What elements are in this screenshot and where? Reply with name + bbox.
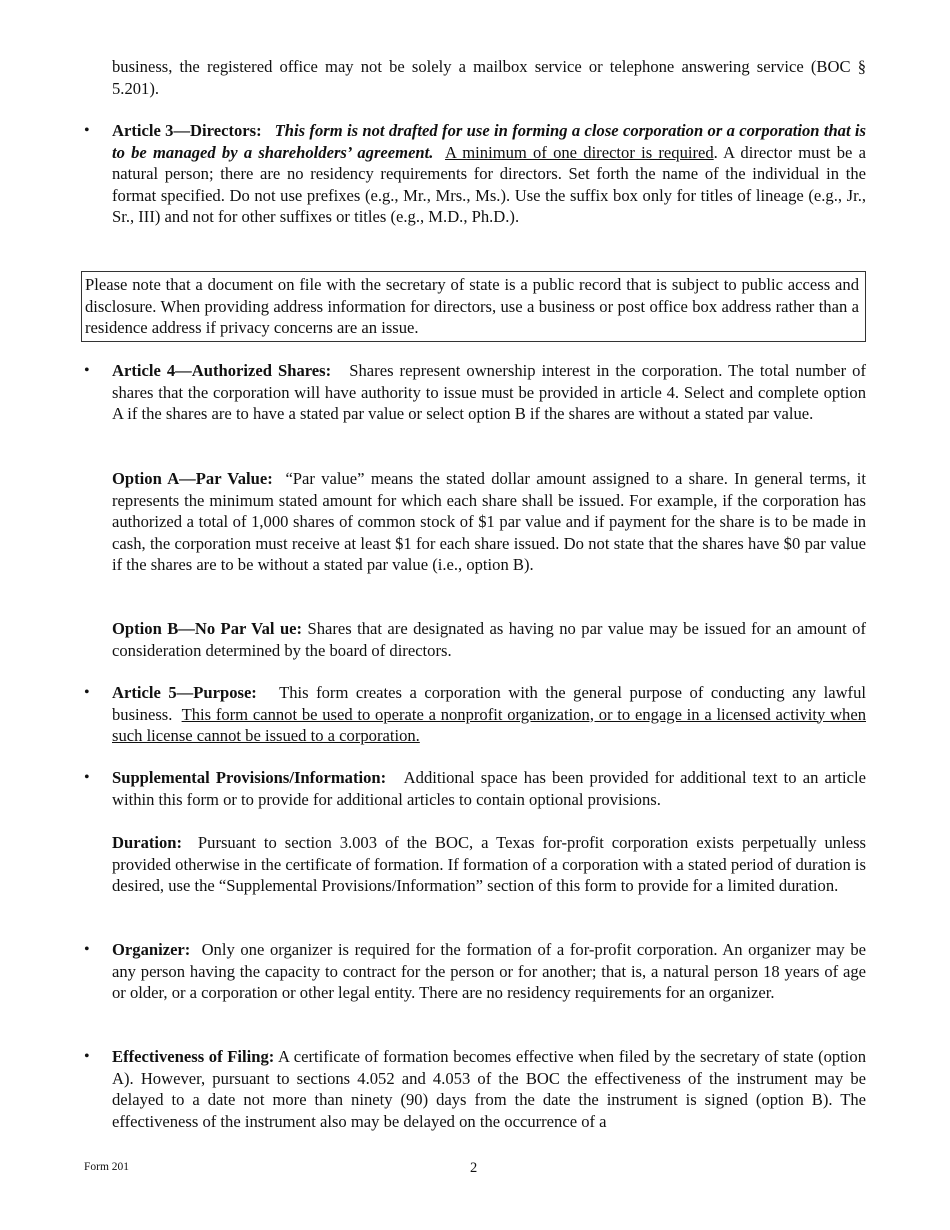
footer-page-number: 2 <box>470 1160 478 1176</box>
bullet-organizer: • <box>84 941 90 958</box>
article-3-body: . A director must be a natural person; there are no residency requirements for directors. Set forth the name of the individual in the format specified. Do not use prefixes (e.g., Mr., Mrs., Ms.). Use the suffix box only for titles of lineage (e.g., Jr., Sr., III) and not for other suffixes or titles (e.g., M.D., Ph.D.). <box>112 142 866 226</box>
supplemental-paragraph <box>112 767 866 810</box>
article-5-body: This form creates a corporation with the general purpose of conducting any lawful business. <box>112 683 866 724</box>
bullet-effectiveness: • <box>84 1048 90 1065</box>
article-4-body: Shares represent ownership interest in the corporation. The total number of shares that the corporation will have authority to issue must be provided in article 4. Select and complete option A if the shares are to have a stated par value or select option B if the shares are without a stated par value. <box>112 361 866 423</box>
option-a-paragraph <box>112 468 866 576</box>
duration-body: Pursuant to section 3.003 of the BOC, a Texas for-profit corporation exists perpetually unless provided otherwise in the certificate of formation. If formation of a corporation with a stated period of duration is desired, use the “Supplemental Provisions/Information” section of this form to provide for a limited duration. <box>112 833 866 895</box>
article-5-underlined: This form cannot be used to operate a nonprofit organization, or to engage in a licensed activity when such license cannot be issued to a corporation. <box>112 704 867 745</box>
article-4-paragraph <box>112 360 866 425</box>
intro-text: business, the registered office may not be solely a mailbox service or telephone answering service (BOC § 5.201). <box>112 57 866 98</box>
article-5-heading: Article 5—Purpose: <box>112 683 257 702</box>
bullet-article-3: • <box>84 122 90 139</box>
privacy-note-text: Please note that a document on file with the secretary of state is a public record that is subject to public access and disclosure. When providing address information for directors, use a business or post office box address rather than a residence address if privacy concerns are an issue. <box>85 275 859 337</box>
effectiveness-body: A certificate of formation becomes effective when filed by the secretary of state (option A). However, pursuant to sections 4.052 and 4.053 of the BOC the effectiveness of the instrument may be delayed to a date not more than ninety (90) days from the date the instrument is signed (option B). The effectiveness of the instrument also may be delayed on the occurrence of a <box>112 1047 867 1131</box>
option-a-body: “Par value” means the stated dollar amount assigned to a share. In general terms, it represents the minimum stated amount for which each share shall be issued. For example, if the corporation has authorized a total of 1,000 shares of common stock of $1 par value and if payment for the share is to be made in cash, the corporation must receive at least $1 for each share issued. Do not state that the shares have $0 par value if the shares are to be without a stated par value (i.e., option B). <box>112 469 867 574</box>
intro-paragraph <box>112 56 866 99</box>
privacy-note-box <box>81 271 866 342</box>
supplemental-body: Additional space has been provided for additional text to an article within this form or to provide for additional articles to contain optional provisions. <box>112 768 867 809</box>
organizer-paragraph <box>112 939 866 1004</box>
article-3-heading: Article 3—Directors: <box>112 121 262 140</box>
option-b-heading: Option B—No Par Val ue: <box>112 619 303 638</box>
article-3-emphasis: This form is not drafted for use in forming a close corporation or a corporation that is to be managed by a shareholders’ agreement. <box>112 121 866 162</box>
bullet-supplemental: • <box>84 769 90 786</box>
organizer-heading: Organizer: <box>112 940 191 959</box>
article-4-heading: Article 4—Authorized Shares: <box>112 361 332 380</box>
article-3-paragraph <box>112 120 866 228</box>
option-b-paragraph <box>112 618 866 661</box>
option-a-heading: Option A—Par Value: <box>112 469 273 488</box>
effectiveness-paragraph <box>112 1046 866 1132</box>
duration-paragraph <box>112 832 866 897</box>
bullet-article-5: • <box>84 684 90 701</box>
organizer-body: Only one organizer is required for the formation of a for-profit corporation. An organizer may be any person having the capacity to contract for the person or for another; that is, a natural person 18 years of age or older, or a corporation or other legal entity. There are no residency requirements for an organizer. <box>112 940 866 1002</box>
effectiveness-heading: Effectiveness of Filing: <box>112 1047 275 1066</box>
article-5-paragraph <box>112 682 866 747</box>
article-3-underlined: A minimum of one director is required <box>444 142 714 162</box>
footer-form-label: Form 201 <box>84 1161 130 1173</box>
duration-heading: Duration: <box>112 833 183 852</box>
supplemental-heading: Supplemental Provisions/Information: <box>112 768 387 787</box>
bullet-article-4: • <box>84 362 90 379</box>
option-b-body: Shares that are designated as having no par value may be issued for an amount of consideration determined by the board of directors. <box>112 619 866 660</box>
